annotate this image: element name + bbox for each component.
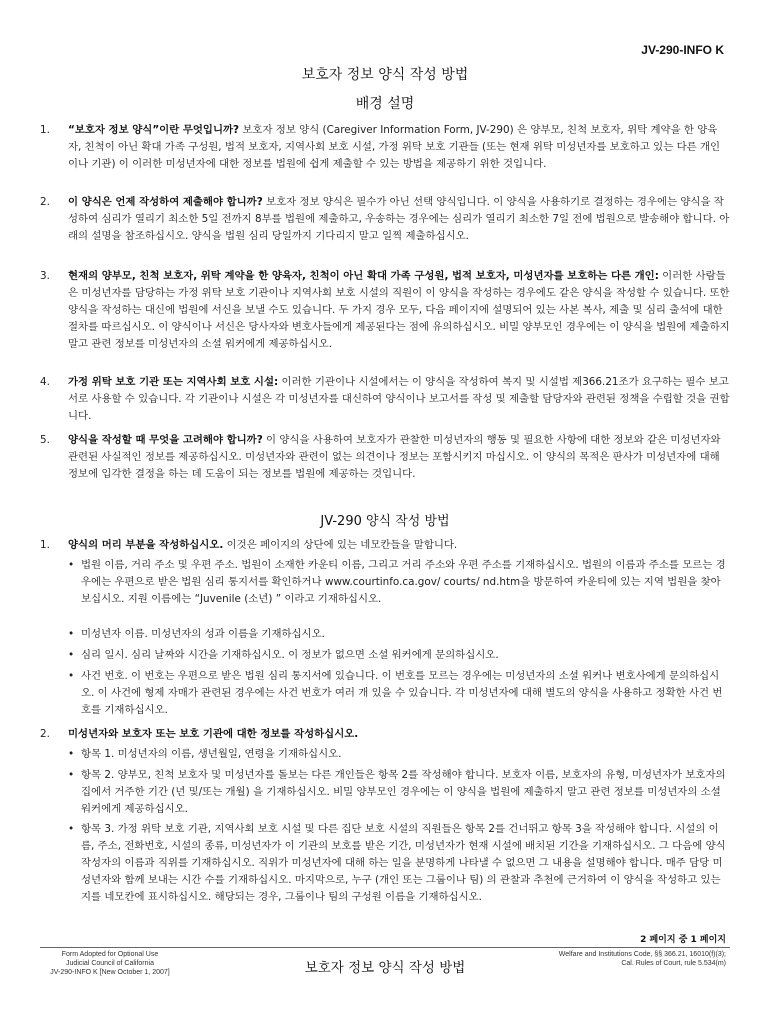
item-number: 3. xyxy=(40,270,50,282)
footer-left-line: JV-290-INFO K [New October 1, 2007] xyxy=(50,969,170,976)
item-question: 양식을 작성할 때 무엇을 고려해야 합니까? xyxy=(68,434,263,446)
footer-divider xyxy=(40,947,730,948)
bullet-text: 항목 1. 미성년자의 이름, 생년월일, 연령을 기재하십시오. xyxy=(81,748,342,760)
item-heading: 양식의 머리 부분을 작성하십시오. xyxy=(68,539,224,551)
background-item-2 xyxy=(40,194,730,245)
bullet-text: 법원 이름, 거리 주소 및 우편 주소. 법원이 소재한 카운티 이름, 그리고 거리 주소와 우편 주소를 기재하십시오. 법원의 이름과 주소를 모르는 경우에는 우편으로 받은 법원 심리 통지서를 확인하거나 www.courtinfo.ca.gov/ courts/ nd.htm을 방문하여 카운티에 있는 지역 법원을 찾아보십시오. 지원 이름에는 “Juvenile (소년) ” 이라고 기재하십시오. xyxy=(81,559,726,605)
section-heading-background: 배경 설명 xyxy=(355,96,415,112)
bullet-case-number xyxy=(68,668,730,719)
page-number: 2 페이지 중 1 페이지 xyxy=(640,935,726,945)
bullet-dot: • xyxy=(68,670,75,682)
background-item-1 xyxy=(40,122,730,173)
bullet-text: 심리 일시. 심리 날짜와 시간을 기재하십시오. 이 정보가 없으면 소셜 워커에게 문의하십시오. xyxy=(81,649,499,661)
document-title: 보호자 정보 양식 작성 방법 xyxy=(301,67,469,83)
bullet-item-1 xyxy=(68,746,730,763)
item-question: 현재의 양부모, 친척 보호자, 위탁 계약을 한 양육자, 친척이 아닌 확대 가족 구성원, 법적 보호자, 미성년자를 보호하는 다른 개인: xyxy=(68,270,659,282)
item-question: 가정 위탁 보호 기관 또는 지역사회 보호 시설: xyxy=(68,376,279,388)
item-number: 2. xyxy=(40,196,50,208)
background-item-5 xyxy=(40,432,730,483)
footer-right-line: Cal. Rules of Court, rule 5.534(m) xyxy=(621,960,726,967)
bullet-text: 항목 3. 가정 위탁 보호 기관, 지역사회 보호 시설 및 다른 집단 보호 시설의 직원들은 항목 2를 건너뛰고 항목 3을 작성해야 합니다. 시설의 이름, 주소, 전화번호, 시설의 종류, 미성년자가 이 기관의 보호를 받은 기간, 미성년자가 현재 시설에 배치된 기간을 기재하십시오. 그 다음에 양식 작성자의 이름과 직위를 기재하십시오. 직위가 미성년자에 대해 하는 일을 분명하게 나타낼 수 없으면 그 내용을 설명해야 합니다. 매주 담당 미성년자와 함께 보내는 시간 수를 기재하십시오. 마지막으로, 누구 (개인 또는 그룹이나 팀) 의 관찰과 추천에 근거하여 이 양식을 작성하고 있는지를 네모칸에 표시하십시오. 해당되는 경우, 그룹이나 팀의 구성원 이름을 기재하십시오. xyxy=(81,823,726,903)
item-number: 4. xyxy=(40,376,50,388)
bullet-court-name xyxy=(68,557,730,608)
bullet-dot: • xyxy=(68,649,75,661)
bullet-dot: • xyxy=(68,748,75,760)
item-question: 이 양식은 언제 작성하여 제출해야 합니까? xyxy=(68,196,263,208)
bullet-dot: • xyxy=(68,628,75,640)
bullet-item-3 xyxy=(68,821,730,906)
bullet-dot: • xyxy=(68,823,75,835)
item-question: “보호자 정보 양식”이란 무엇입니까? xyxy=(68,124,240,136)
footer-left-line: Judicial Council of California xyxy=(66,960,154,967)
item-answer: 보호자 정보 양식 (Caregiver Information Form, JV-290) 은 양부모, 친척 보호자, 위탁 계약을 한 양육자, 친척이 아닌 확대 가족 구성원, 법적 보호자, 지역사회 보호 시설, 가정 위탁 보호 기관들 (또는 현재 위탁 미성년자를 보호하고 있는 다른 개인이나 기관) 이 이러한 미성년자에 대한 정보를 법원에 쉽게 제출할 수 있는 방법을 제공하기 위한 것입니다. xyxy=(68,124,721,170)
bullet-item-2 xyxy=(68,767,730,818)
background-item-4 xyxy=(40,374,730,425)
item-answer: 이러한 기관이나 시설에서는 이 양식을 작성하여 복지 및 시설법 제366.21조가 요구하는 필수 보고서로 사용할 수 있습니다. 각 기관이나 시설은 각 미성년자를 대신하여 양식이나 보고서를 작성 및 제출할 담당자와 관련된 정책을 수립할 것을 권합니다. xyxy=(68,376,730,422)
item-number: 1. xyxy=(40,124,50,136)
item-number: 5. xyxy=(40,434,50,446)
footer-right-line: Welfare and Institutions Code, §§ 366.21, 16010(f)(3); xyxy=(558,951,726,958)
bullet-text: 미성년자 이름. 미성년자의 성과 이름을 기재하십시오. xyxy=(81,628,325,640)
instruction-item-1 xyxy=(40,537,730,554)
item-answer: 보호자 정보 양식은 필수가 아닌 선택 양식입니다. 이 양식을 사용하기로 결정하는 경우에는 양식을 작성하여 심리가 열리기 최소한 5일 전까지 8부를 법원에 제출하고, 우송하는 경우에는 심리가 열리기 최소한 7일 전에 법원으로 발송해야 합니다. 아래의 설명을 참조하십시오. 양식을 법원 심리 당일까지 기다리지 말고 일찍 제출하십시오. xyxy=(68,196,730,242)
item-heading: 미성년자와 보호자 또는 보호 기관에 대한 정보를 작성하십시오. xyxy=(68,728,359,740)
form-id: JV-290-INFO K xyxy=(641,43,724,57)
instruction-item-2 xyxy=(40,726,730,743)
bullet-text: 사건 번호. 이 번호는 우편으로 받은 법원 심리 통지서에 있습니다. 이 번호를 모르는 경우에는 미성년자의 소셜 워커나 변호사에게 문의하십시오. 이 사건에 형제 자매가 관련된 경우에는 사건 번호가 여러 개 있을 수 있습니다. 각 미성년자에 대해 별도의 양식을 사용하고 정확한 사건 번호를 기재하십시오. xyxy=(81,670,723,716)
item-number: 1. xyxy=(40,539,50,551)
bullet-child-name xyxy=(68,626,730,643)
item-answer: 이러한 사람들은 미성년자를 담당하는 가정 위탁 보호 기관이나 지역사회 보호 시설의 직원이 이 양식을 작성하는 경우에도 같은 양식을 작성할 수 있습니다. 또한 양식을 작성하는 대신에 법원에 서신을 보낼 수도 있습니다. 두 가지 경우 모두, 다음 페이지에 설명되어 있는 사본 복사, 제출 및 심리 출석에 대한 절차를 따르십시오. 이 양식이나 서신은 당사자와 변호사들에게 제공된다는 점에 유의하십시오. 비밀 양부모인 경우에는 이 양식을 법원에 제출하지 말고 관련 정보를 미성년자의 소셜 워커에게 제공하십시오. xyxy=(68,270,730,350)
bullet-hearing-date xyxy=(68,647,730,664)
footer-title: 보호자 정보 양식 작성 방법 xyxy=(304,960,466,976)
item-text: 이것은 페이지의 상단에 있는 네모칸들을 말합니다. xyxy=(223,539,458,551)
background-item-3 xyxy=(40,268,730,353)
section-heading-instructions: JV-290 양식 작성 방법 xyxy=(320,514,450,529)
bullet-dot: • xyxy=(68,769,75,781)
footer-legal-citation xyxy=(526,950,726,968)
item-answer: 이 양식을 사용하여 보호자가 관찰한 미성년자의 행동 및 필요한 사항에 대한 정보와 같은 미성년자와 관련된 사실적인 정보를 제공하십시오. 미성년자와 관련이 없는 의견이나 정보는 포함시키지 마십시오. 이 양식의 목적은 판사가 미성년자에 대해 정보에 입각한 결정을 하는 데 도움이 되는 정보를 법원에 제공하는 것입니다. xyxy=(68,434,721,480)
bullet-dot: • xyxy=(68,559,75,571)
footer-left-line: Form Adopted for Optional Use xyxy=(61,951,159,958)
item-number: 2. xyxy=(40,728,50,740)
bullet-text: 항목 2. 양부모, 친척 보호자 및 미성년자를 돌보는 다른 개인들은 항목 2를 작성해야 합니다. 보호자 이름, 보호자의 유형, 미성년자가 보호자의 집에서 거주한 기간 (년 및/또는 개월) 을 기재하십시오. 비밀 양부모인 경우에는 이 양식을 법원에 제출하지 말고 관련 정보를 미성년자의 소셜 워커에게 제공하십시오. xyxy=(81,769,726,815)
